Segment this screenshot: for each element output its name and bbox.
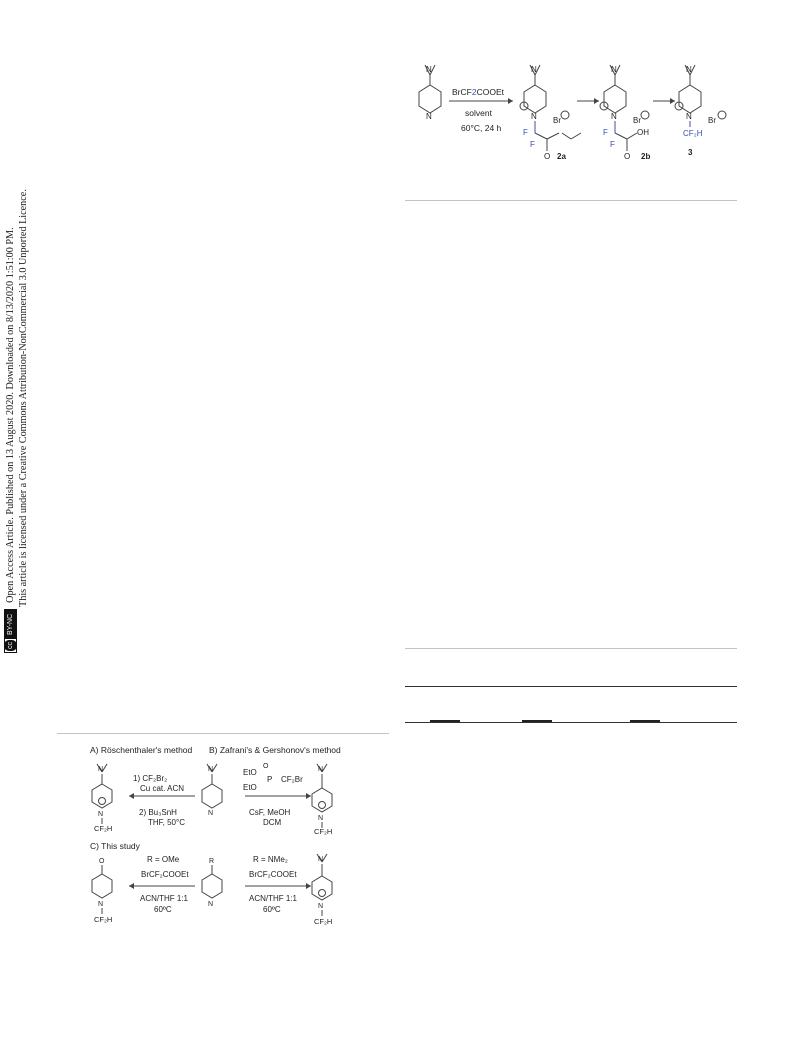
svg-text:CF₂Br: CF₂Br (281, 775, 303, 784)
svg-text:O: O (99, 858, 105, 865)
svg-text:ACN/THF 1:1: ACN/THF 1:1 (249, 894, 298, 903)
panel-c-product (312, 854, 332, 926)
svg-text:BrCF₂COOEt: BrCF₂COOEt (141, 870, 189, 879)
svg-text:3: 3 (688, 148, 693, 157)
panel-b-product (312, 764, 332, 836)
license-line-2: This article is licensed under a Creative Commons Attribution-NonCommercial 3.0 Unported Licence. (18, 189, 29, 607)
table-rule (405, 686, 737, 687)
svg-text:EtO: EtO (243, 783, 257, 792)
svg-text:DCM: DCM (263, 818, 282, 827)
svg-text:Br: Br (553, 116, 561, 125)
svg-text:THF, 50°C: THF, 50°C (148, 818, 185, 827)
svg-text:N: N (611, 112, 617, 121)
cc-by-nc-badge[interactable]: cc BY-NC (4, 609, 17, 653)
svg-text:N: N (531, 65, 537, 74)
panel-c-pyridone (92, 858, 112, 924)
svg-text:N: N (318, 856, 324, 863)
svg-text:R = NMe₂: R = NMe₂ (253, 855, 288, 864)
svg-text:N: N (208, 766, 214, 773)
svg-text:CF₂H: CF₂H (94, 824, 113, 833)
table-mark (630, 720, 660, 722)
divider (405, 200, 737, 201)
svg-text:N: N (686, 112, 692, 121)
svg-text:N: N (611, 65, 617, 74)
license-strip (4, 113, 44, 653)
svg-text:N: N (686, 65, 692, 74)
svg-text:BrCF₂COOEt: BrCF₂COOEt (249, 870, 297, 879)
svg-text:60ºC: 60ºC (154, 905, 172, 914)
license-line-1: cc BY-NC Open Access Article. Published on 13 August 2020. Downloaded on 8/13/2020 1:51:00 PM. (4, 113, 17, 653)
svg-text:2) Bu₃SnH: 2) Bu₃SnH (139, 808, 177, 817)
svg-text:N: N (98, 766, 104, 773)
reaction-scheme-bottom (85, 738, 385, 938)
compound-3 (675, 65, 726, 157)
table-mark (430, 720, 460, 722)
compound-2b (600, 65, 650, 161)
svg-text:2b: 2b (641, 152, 651, 161)
svg-text:F: F (603, 128, 608, 137)
compound-2a (520, 65, 581, 161)
svg-text:N: N (208, 810, 214, 817)
svg-text:N: N (318, 903, 324, 910)
svg-text:F: F (530, 140, 535, 149)
svg-text:N: N (318, 766, 324, 773)
svg-text:O: O (544, 152, 551, 161)
svg-text:N: N (426, 112, 432, 121)
svg-text:N: N (426, 65, 432, 74)
svg-text:R = OMe: R = OMe (147, 855, 180, 864)
svg-text:CF₂H: CF₂H (314, 917, 333, 926)
svg-text:Br: Br (708, 116, 716, 125)
svg-text:1) CF₂Br₂: 1) CF₂Br₂ (133, 774, 168, 783)
svg-text:Cu cat. ACN: Cu cat. ACN (140, 784, 185, 793)
cc-icon: cc (4, 640, 17, 651)
svg-text:ACN/THF 1:1: ACN/THF 1:1 (140, 894, 189, 903)
svg-text:N: N (318, 815, 324, 822)
svg-text:60°C, 24 h: 60°C, 24 h (461, 123, 502, 133)
svg-text:N: N (98, 901, 104, 908)
svg-text:CF₂H: CF₂H (683, 129, 703, 138)
svg-text:60ºC: 60ºC (263, 905, 281, 914)
svg-text:O: O (624, 152, 631, 161)
svg-text:CsF, MeOH: CsF, MeOH (249, 808, 291, 817)
dmap-center (202, 764, 222, 817)
svg-text:N: N (208, 901, 214, 908)
svg-text:N: N (531, 112, 537, 121)
svg-text:solvent: solvent (465, 108, 492, 118)
svg-text:A) Röschenthaler's method: A) Röschenthaler's method (90, 745, 193, 755)
reagent-label: BrCF2COOEt (452, 87, 504, 97)
svg-text:O: O (263, 763, 269, 770)
svg-text:R: R (209, 858, 215, 865)
svg-text:C) This study: C) This study (90, 841, 140, 851)
svg-text:CF₂H: CF₂H (314, 827, 333, 836)
svg-text:Br: Br (633, 116, 641, 125)
divider (57, 733, 389, 734)
reaction-scheme-top (405, 55, 745, 175)
svg-text:OH: OH (637, 128, 649, 137)
svg-text:CF₂H: CF₂H (94, 915, 113, 924)
table-rule (405, 722, 737, 723)
divider (405, 648, 737, 649)
panel-a-product (92, 764, 112, 833)
svg-text:F: F (610, 140, 615, 149)
svg-text:F: F (523, 128, 528, 137)
table-mark (522, 720, 552, 722)
svg-text:B) Zafrani's & Gershonov's me: B) Zafrani's & Gershonov's method (209, 745, 341, 755)
r-pyridine (202, 858, 222, 908)
svg-text:N: N (98, 811, 104, 818)
svg-text:2a: 2a (557, 152, 566, 161)
svg-text:EtO: EtO (243, 768, 257, 777)
dmap-structure (419, 65, 441, 121)
svg-text:P: P (267, 775, 273, 784)
